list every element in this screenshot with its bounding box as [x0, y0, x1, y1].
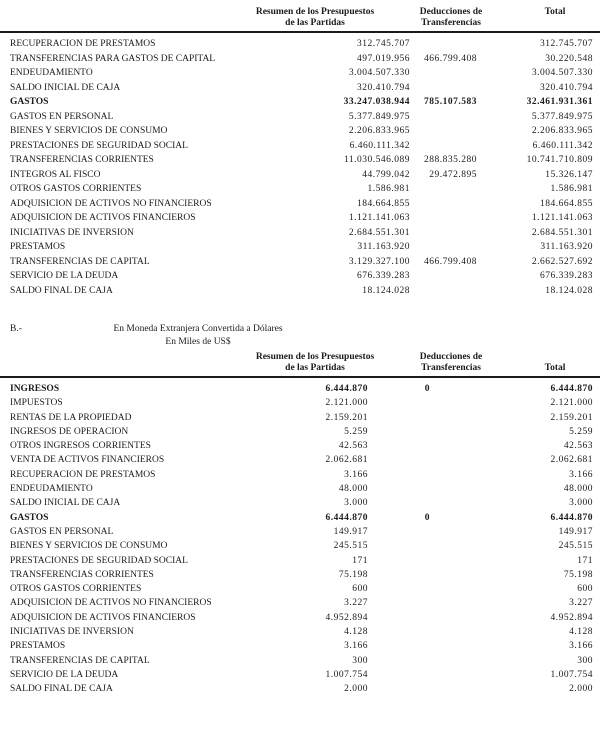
row-label: IMPUESTOS [10, 398, 63, 409]
cell-deducciones [410, 124, 477, 139]
column-header-resumen [235, 352, 395, 374]
row-label: RECUPERACION DE PRESTAMOS [10, 469, 156, 480]
cell-deducciones [368, 453, 430, 467]
table-b [0, 351, 600, 697]
cell-resumen: 3.000 [344, 498, 368, 509]
cell-total: 30.220.548 [545, 53, 593, 64]
table-row [0, 110, 600, 125]
row-label: INICIATIVAS DE INVERSION [10, 227, 134, 238]
row-label: ADQUISICION DE ACTIVOS FINANCIEROS [10, 612, 196, 623]
row-label: GASTOS EN PERSONAL [10, 526, 114, 537]
cell-total: 676.339.283 [540, 271, 593, 281]
cell-resumen: 2.062.681 [325, 455, 368, 466]
cell-deducciones [410, 37, 477, 52]
table-row [0, 482, 600, 496]
cell-resumen: 4.128 [344, 627, 368, 638]
row-label: INTEGROS AL FISCO [10, 169, 101, 180]
cell-total: 4.128 [569, 627, 593, 638]
cell-deducciones [368, 468, 430, 482]
cell-resumen: 75.198 [338, 569, 368, 580]
cell-total: 3.004.507.330 [531, 68, 593, 78]
table-row [0, 139, 600, 154]
row-label: INGRESOS DE OPERACION [10, 426, 129, 437]
row-label: ENDEUDAMIENTO [10, 68, 93, 78]
cell-total: 1.586.981 [550, 184, 593, 194]
cell-resumen: 311.163.920 [357, 242, 410, 252]
cell-total: 2.206.833.965 [531, 126, 593, 136]
table-row [0, 596, 600, 610]
cell-deducciones [368, 668, 430, 682]
row-label: BIENES Y SERVICIOS DE CONSUMO [10, 541, 168, 552]
section-b-caption [0, 323, 600, 351]
row-label: PRESTAMOS [10, 641, 66, 652]
row-label: TRANSFERENCIAS CORRIENTES [10, 155, 154, 165]
table-b-body [0, 378, 600, 697]
row-label: PRESTACIONES DE SEGURIDAD SOCIAL [10, 140, 188, 151]
cell-deducciones [410, 81, 477, 96]
row-label: RENTAS DE LA PROPIEDAD [10, 412, 132, 423]
cell-resumen: 11.030.546.089 [343, 155, 410, 165]
row-label: PRESTACIONES DE SEGURIDAD SOCIAL [10, 555, 188, 566]
cell-deducciones [368, 396, 430, 410]
column-header-resumen-line2: de las Partidas [285, 363, 345, 373]
cell-resumen: 18.124.028 [362, 285, 410, 296]
cell-total: 1.007.754 [550, 669, 593, 680]
row-label: OTROS GASTOS CORRIENTES [10, 584, 142, 595]
table-row [0, 269, 600, 284]
cell-deducciones [410, 284, 477, 299]
cell-resumen: 3.166 [344, 469, 368, 480]
table-row [0, 439, 600, 453]
section-b-label: B.- [10, 324, 22, 334]
column-header-total: Total [544, 363, 566, 373]
row-label: SERVICIO DE LA DEUDA [10, 271, 119, 281]
cell-resumen: 600 [352, 584, 368, 595]
row-label: ADQUISICION DE ACTIVOS NO FINANCIEROS [10, 598, 212, 609]
column-header-deducciones [407, 352, 495, 374]
cell-deducciones: 466.799.408 [424, 256, 477, 267]
cell-deducciones [410, 226, 477, 241]
cell-total: 2.062.681 [550, 455, 593, 466]
row-label: TRANSFERENCIAS DE CAPITAL [10, 256, 150, 267]
row-label: SALDO FINAL DE CAJA [10, 285, 113, 296]
cell-total: 600 [577, 584, 593, 595]
column-header-deducciones-line1: Deducciones de [419, 7, 483, 17]
cell-resumen: 6.460.111.342 [349, 140, 410, 151]
cell-deducciones: 0 [424, 512, 430, 523]
cell-total: 300 [577, 655, 593, 666]
row-label: ADQUISICION DE ACTIVOS FINANCIEROS [10, 213, 196, 223]
cell-resumen: 149.917 [333, 526, 368, 537]
cell-deducciones [368, 525, 430, 539]
row-label: GASTOS [10, 97, 49, 107]
cell-resumen: 300 [352, 655, 368, 666]
cell-resumen: 184.664.855 [357, 198, 410, 209]
table-row [0, 453, 600, 467]
cell-deducciones [368, 568, 430, 582]
cell-deducciones [368, 425, 430, 439]
cell-resumen: 4.952.894 [325, 612, 368, 623]
cell-resumen: 1.121.141.063 [348, 213, 410, 223]
cell-deducciones [410, 269, 477, 284]
cell-deducciones [368, 625, 430, 639]
table-row [0, 255, 600, 270]
cell-total: 3.000 [569, 498, 593, 509]
row-label: OTROS GASTOS CORRIENTES [10, 184, 142, 194]
column-header-deducciones-line2: Transferencias [421, 18, 481, 28]
table-row [0, 539, 600, 553]
cell-resumen: 2.121.000 [325, 398, 368, 409]
table-row [0, 37, 600, 52]
cell-deducciones [368, 596, 430, 610]
table-row [0, 568, 600, 582]
cell-total: 2.121.000 [550, 398, 593, 409]
row-label: TRANSFERENCIAS PARA GASTOS DE CAPITAL [10, 53, 216, 64]
table-row [0, 611, 600, 625]
cell-total: 6.444.870 [550, 512, 593, 523]
cell-total: 2.662.527.692 [531, 256, 593, 267]
table-a [0, 6, 600, 298]
cell-resumen: 3.129.327.100 [348, 256, 410, 267]
cell-resumen: 6.444.870 [325, 512, 368, 523]
cell-resumen: 2.159.201 [325, 412, 368, 423]
table-row [0, 240, 600, 255]
cell-total: 5.377.849.975 [531, 111, 593, 122]
row-label: GASTOS EN PERSONAL [10, 111, 114, 122]
cell-resumen: 3.166 [344, 641, 368, 652]
cell-deducciones [368, 539, 430, 553]
cell-resumen: 320.410.794 [357, 82, 410, 93]
column-header-deducciones-line2: Transferencias [421, 363, 481, 373]
table-row [0, 468, 600, 482]
cell-resumen: 33.247.038.944 [343, 97, 410, 107]
table-row [0, 668, 600, 682]
table-row [0, 625, 600, 639]
cell-deducciones [368, 496, 430, 510]
cell-deducciones [368, 482, 430, 496]
table-row [0, 525, 600, 539]
table-row [0, 411, 600, 425]
cell-resumen: 1.007.754 [325, 669, 368, 680]
cell-resumen: 497.019.956 [357, 53, 410, 64]
cell-resumen: 3.004.507.330 [348, 68, 410, 78]
cell-resumen: 2.684.551.301 [348, 227, 410, 238]
cell-total: 3.166 [569, 469, 593, 480]
table-row [0, 284, 600, 299]
cell-deducciones [368, 582, 430, 596]
cell-resumen: 5.377.849.975 [348, 111, 410, 122]
cell-total: 18.124.028 [545, 285, 593, 296]
row-label: SALDO INICIAL DE CAJA [10, 82, 121, 93]
table-row [0, 639, 600, 653]
table-b-header [0, 351, 600, 378]
cell-deducciones: 785.107.583 [424, 97, 477, 107]
row-label: SALDO INICIAL DE CAJA [10, 498, 121, 509]
row-label: SERVICIO DE LA DEUDA [10, 669, 119, 680]
cell-total: 42.563 [563, 441, 593, 452]
table-row [0, 226, 600, 241]
table-row [0, 554, 600, 568]
cell-deducciones [410, 182, 477, 197]
cell-resumen: 245.515 [333, 541, 368, 552]
column-header-deducciones [407, 7, 495, 29]
cell-total: 15.326.147 [545, 169, 593, 180]
cell-total: 5.259 [569, 426, 593, 437]
cell-deducciones [410, 139, 477, 154]
cell-deducciones [410, 240, 477, 255]
cell-deducciones: 0 [424, 384, 430, 394]
cell-deducciones [368, 554, 430, 568]
cell-total: 32.461.931.361 [526, 97, 593, 107]
cell-deducciones [410, 197, 477, 212]
cell-total: 6.444.870 [550, 384, 593, 394]
section-b-title-line2: En Miles de US$ [165, 336, 231, 347]
cell-resumen: 3.227 [344, 598, 368, 609]
cell-deducciones [410, 211, 477, 226]
row-label: INICIATIVAS DE INVERSION [10, 627, 134, 638]
cell-deducciones [410, 110, 477, 125]
table-row [0, 654, 600, 668]
cell-total: 10.741.710.809 [526, 155, 593, 165]
table-row [0, 511, 600, 525]
table-row [0, 496, 600, 510]
cell-resumen: 312.745.707 [357, 39, 410, 49]
table-row [0, 95, 600, 110]
cell-total: 2.159.201 [550, 412, 593, 423]
cell-deducciones: 466.799.408 [424, 53, 477, 64]
cell-resumen: 48.000 [338, 484, 368, 495]
cell-total: 245.515 [558, 541, 593, 552]
cell-total: 3.227 [569, 598, 593, 609]
cell-total: 312.745.707 [540, 39, 593, 49]
cell-total: 48.000 [563, 484, 593, 495]
table-row [0, 124, 600, 139]
table-row [0, 168, 600, 183]
cell-total: 184.664.855 [540, 198, 593, 209]
cell-total: 2.000 [569, 684, 593, 695]
cell-deducciones [368, 411, 430, 425]
cell-total: 149.917 [558, 526, 593, 537]
cell-resumen: 2.000 [344, 684, 368, 695]
row-label: PRESTAMOS [10, 242, 66, 252]
cell-total: 1.121.141.063 [531, 213, 593, 223]
cell-total: 6.460.111.342 [532, 140, 593, 151]
table-row [0, 81, 600, 96]
cell-total: 75.198 [563, 569, 593, 580]
cell-resumen: 171 [352, 555, 368, 566]
cell-resumen: 5.259 [344, 426, 368, 437]
table-a-body [0, 33, 600, 298]
cell-resumen: 44.799.042 [362, 169, 410, 180]
table-row [0, 211, 600, 226]
table-row [0, 52, 600, 67]
cell-total: 320.410.794 [540, 82, 593, 93]
table-row [0, 425, 600, 439]
table-row [0, 682, 600, 696]
column-header-total: Total [544, 7, 566, 17]
cell-total: 3.166 [569, 641, 593, 652]
cell-resumen: 6.444.870 [325, 384, 368, 394]
cell-resumen: 2.206.833.965 [348, 126, 410, 136]
cell-deducciones [410, 66, 477, 81]
column-header-resumen-line1: Resumen de los Presupuestos [255, 352, 375, 362]
table-row [0, 182, 600, 197]
table-row [0, 582, 600, 596]
row-label: GASTOS [10, 512, 49, 523]
column-header-resumen [235, 7, 395, 29]
cell-deducciones [368, 439, 430, 453]
cell-deducciones [368, 639, 430, 653]
row-label: ENDEUDAMIENTO [10, 484, 93, 495]
column-header-resumen-line1: Resumen de los Presupuestos [255, 7, 375, 17]
table-row [0, 153, 600, 168]
cell-resumen: 676.339.283 [357, 271, 410, 281]
cell-deducciones [368, 611, 430, 625]
row-label: TRANSFERENCIAS CORRIENTES [10, 569, 154, 580]
cell-total: 4.952.894 [550, 612, 593, 623]
table-row [0, 382, 600, 396]
row-label: VENTA DE ACTIVOS FINANCIEROS [10, 455, 165, 466]
table-row [0, 396, 600, 410]
table-row [0, 197, 600, 212]
row-label: TRANSFERENCIAS DE CAPITAL [10, 655, 150, 666]
cell-deducciones: 29.472.895 [429, 169, 477, 180]
table-a-header [0, 6, 600, 33]
row-label: RECUPERACION DE PRESTAMOS [10, 39, 156, 49]
section-b-title [108, 323, 288, 348]
table-row [0, 66, 600, 81]
row-label: SALDO FINAL DE CAJA [10, 684, 113, 695]
cell-resumen: 1.586.981 [367, 184, 410, 194]
cell-total: 2.684.551.301 [531, 227, 593, 238]
column-header-deducciones-line1: Deducciones de [419, 352, 483, 362]
column-header-resumen-line2: de las Partidas [285, 18, 345, 28]
row-label: OTROS INGRESOS CORRIENTES [10, 441, 151, 452]
cell-deducciones [368, 682, 430, 696]
row-label: ADQUISICION DE ACTIVOS NO FINANCIEROS [10, 198, 212, 209]
cell-resumen: 42.563 [338, 441, 368, 452]
cell-total: 171 [577, 555, 593, 566]
cell-deducciones [368, 654, 430, 668]
section-b-title-line1: En Moneda Extranjera Convertida a Dólares [113, 324, 283, 334]
cell-deducciones: 288.835.280 [424, 155, 477, 165]
row-label: INGRESOS [10, 384, 60, 394]
row-label: BIENES Y SERVICIOS DE CONSUMO [10, 126, 168, 136]
cell-total: 311.163.920 [540, 242, 593, 252]
